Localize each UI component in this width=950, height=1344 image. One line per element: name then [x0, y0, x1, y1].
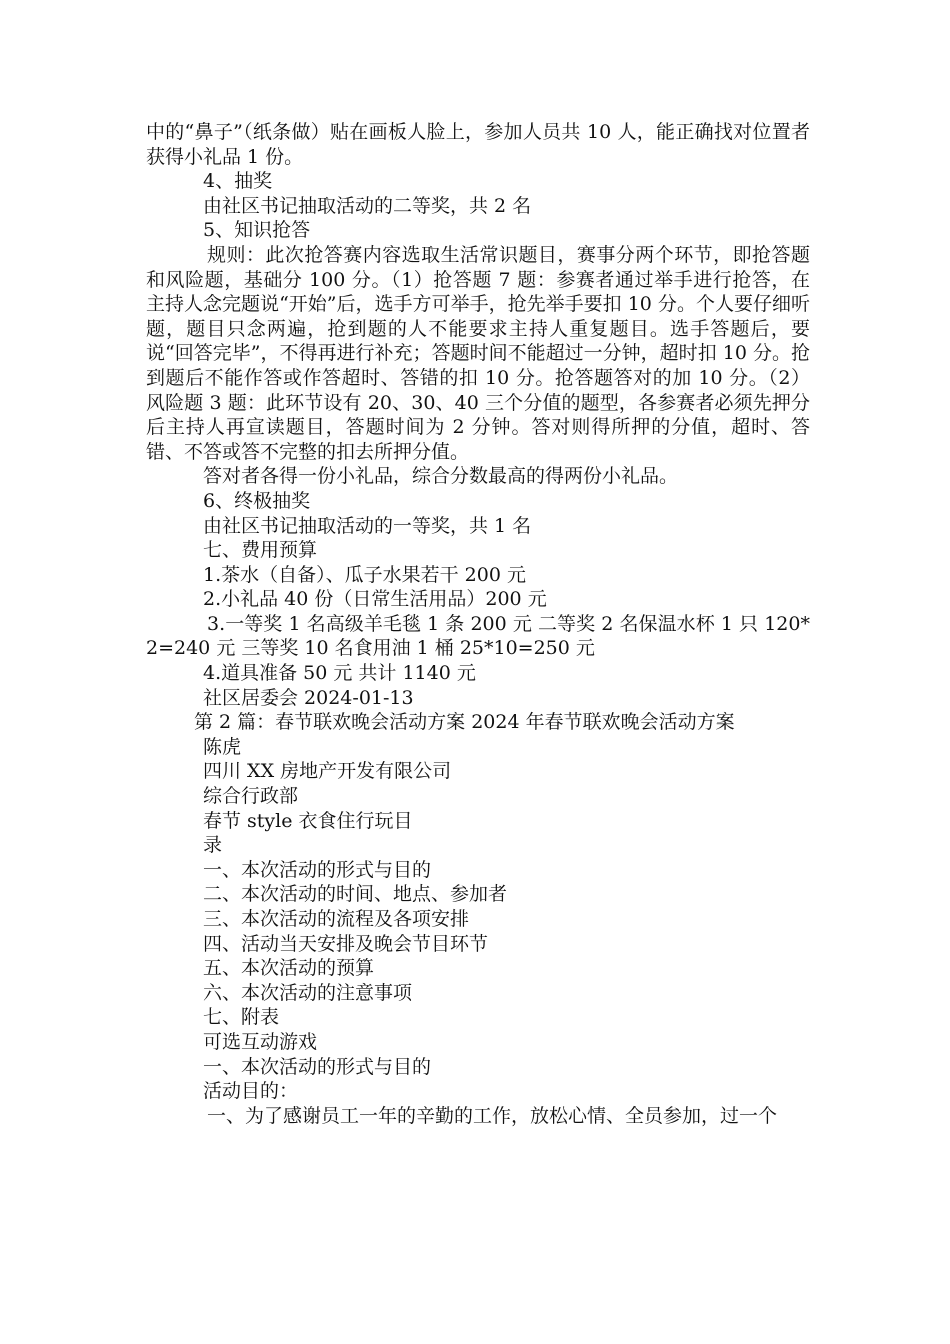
theme-line: 春节 style 衣食住行玩目 — [203, 809, 413, 832]
budget-item-1: 1.茶水（自备）、瓜子水果若干 200 元 — [203, 563, 526, 586]
toc-item-4: 四、活动当天安排及晚会节目环节 — [203, 932, 489, 955]
text-first-prize-draw: 由社区书记抽取活动的一等奖，共 1 名 — [203, 514, 532, 537]
toc-item-6: 六、本次活动的注意事项 — [203, 981, 413, 1004]
paragraph-goal-1: 一、为了感谢员工一年的辛勤的工作，放松心情、全员参加，过一个 — [207, 1104, 778, 1127]
toc-item-7: 七、附表 — [203, 1006, 280, 1029]
text-second-prize-draw: 由社区书记抽取活动的二等奖，共 2 名 — [203, 194, 532, 217]
heading-quiz: 5、知识抢答 — [203, 219, 311, 242]
section-title-part-2: 第 2 篇：春节联欢晚会活动方案 2024 年春节联欢晚会活动方案 — [194, 711, 735, 734]
document-page — [146, 120, 810, 1128]
heading-activity-goal: 活动目的： — [203, 1080, 299, 1103]
paragraph-quiz-rules: 规则：此次抢答赛内容选取生活常识题目，赛事分两个环节，即抢答题和风险题，基础分 100 分。（1）抢答题 7 题：参赛者通过举手进行抢答，在主持人念完题说“开始”后，选手方可举手，抢先举手要扣 10 分。个人要仔细听题，题目只念两遍，抢到题的人不能要求主持人重复题目。选手答题后，要说“回答完毕”，不得再进行补充；答题时间不能超过一分钟，超时扣 10 分。抢到题后不能作答或作答超时、答错的扣 10 分。抢答题答对的加 10 分。（2）风险题 3 题：此环节设有 20、30、40 三个分值的题型，各参赛者必须先押分后主持人再宣读题目，答题时间为 2 分钟。答对则得所押的分值，超时、答错、不答或答不完整的扣去所押分值。 — [146, 243, 810, 463]
toc-item-2: 二、本次活动的时间、地点、参加者 — [203, 883, 508, 906]
toc-item-games: 可选互动游戏 — [203, 1030, 318, 1053]
heading-budget: 七、费用预算 — [203, 539, 318, 562]
budget-item-3: 3.一等奖 1 名高级羊毛毯 1 条 200 元 二等奖 2 名保温水杯 1 只 120*2=240 元 三等奖 10 名食用油 1 桶 25*10=250 元 — [146, 612, 810, 660]
toc-item-3: 三、本次活动的流程及各项安排 — [203, 908, 470, 930]
signature-date: 社区居委会 2024-01-13 — [203, 686, 414, 709]
author-name: 陈虎 — [203, 735, 242, 758]
budget-item-2: 2.小礼品 40 份（日常生活用品）200 元 — [203, 588, 547, 611]
budget-item-4: 4.道具准备 50 元 共计 1140 元 — [203, 662, 476, 685]
paragraph-nose-game-end: 中的“鼻子”（纸条做）贴在画板人脸上，参加人员共 10 人，能正确找对位置者获得小礼品 1 份。 — [146, 121, 810, 168]
heading-purpose: 一、本次活动的形式与目的 — [203, 1055, 432, 1078]
toc-item-5: 五、本次活动的预算 — [203, 957, 375, 980]
text-quiz-rewards: 答对者各得一份小礼品，综合分数最高的得两份小礼品。 — [203, 465, 679, 488]
toc-item-1: 一、本次活动的形式与目的 — [203, 858, 432, 881]
department-name: 综合行政部 — [203, 785, 299, 808]
company-name: 四川 XX 房地产开发有限公司 — [203, 760, 452, 783]
toc-heading: 录 — [203, 834, 223, 857]
heading-lottery: 4、抽奖 — [203, 170, 273, 193]
heading-final-lottery: 6、终极抽奖 — [203, 489, 311, 512]
